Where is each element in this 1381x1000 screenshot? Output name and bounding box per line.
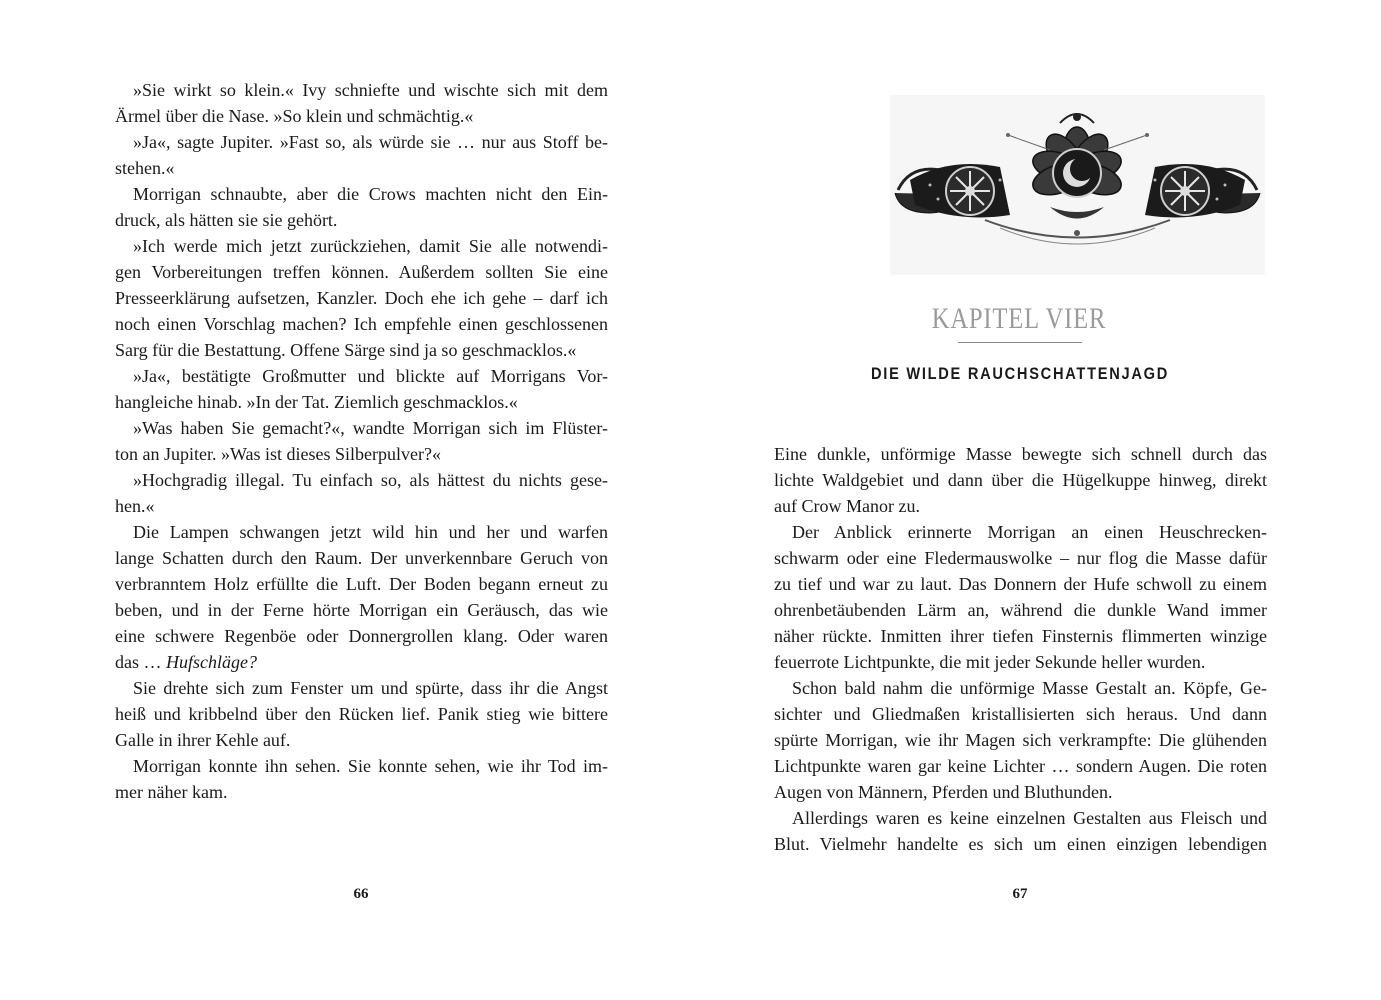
ornate-moon-flower-ornament-icon xyxy=(890,95,1265,275)
text-line: mer näher kam. xyxy=(115,782,228,802)
text-line: ohrenbetäubenden Lärm an, während die dunkle Wand immer xyxy=(774,600,1267,620)
left-page xyxy=(0,0,690,1000)
chapter-ornament xyxy=(890,95,1265,275)
page-number: 67 xyxy=(1012,886,1028,902)
text-line-with-italic xyxy=(115,649,608,675)
text-line: Augen von Männern, Pferden und Bluthunden. xyxy=(774,782,1113,802)
page-number: 66 xyxy=(353,886,369,902)
text-line: »Ja«, bestätigte Großmutter und blickte auf Morrigans Vor- xyxy=(133,366,608,386)
text-line: Presseerklärung aufsetzen, Kanzler. Doch ehe ich gehe – darf ich xyxy=(115,288,608,308)
chapter-label: KAPITEL VIER xyxy=(931,302,1107,335)
text-line: »Ja«, sagte Jupiter. »Fast so, als würde sie … nur aus Stoff be- xyxy=(133,132,608,152)
text-fragment: das … xyxy=(115,652,166,672)
text-line: Galle in ihrer Kehle auf. xyxy=(115,730,291,750)
text-line: eine schwere Regenböe oder Donnergrollen klang. Oder waren xyxy=(115,626,608,646)
text-line: heiß und kribbelnd über den Rücken lief. Panik stieg wie bittere xyxy=(115,704,608,724)
text-line: Eine dunkle, unförmige Masse bewegte sich schnell durch das xyxy=(774,444,1267,464)
text-line: ton an Jupiter. »Was ist dieses Silberpulver?« xyxy=(115,444,441,464)
text-line: noch einen Vorschlag machen? Ich empfehle einen geschlossenen xyxy=(115,314,608,334)
text-line: Ärmel über die Nase. »So klein und schmächtig.« xyxy=(115,106,474,126)
text-line: spürte Morrigan, wie ihr Magen sich verkrampfte: Die glühenden xyxy=(774,730,1267,750)
text-line: »Ich werde mich jetzt zurückziehen, damit Sie alle notwendi- xyxy=(133,236,608,256)
text-line: Morrigan schnaubte, aber die Crows machten nicht den Ein- xyxy=(133,184,608,204)
text-line: beben, und in der Ferne hörte Morrigan ein Geräusch, das wie xyxy=(115,600,608,620)
text-line: Der Anblick erinnerte Morrigan an einen Heuschrecken- xyxy=(792,522,1267,542)
text-line: näher rückte. Inmitten ihrer tiefen Finsternis flimmerten winzige xyxy=(774,626,1267,646)
chapter-divider xyxy=(958,342,1082,343)
text-line: feuerrote Lichtpunkte, die mit jeder Sekunde heller wurden. xyxy=(774,652,1206,672)
right-page xyxy=(690,0,1381,1000)
text-line: »Hochgradig illegal. Tu einfach so, als hättest du nichts gese- xyxy=(133,470,608,490)
text-line: lichte Waldgebiet und dann über die Hügelkuppe hinweg, direkt xyxy=(774,470,1267,490)
text-line: Allerdings waren es keine einzelnen Gestalten aus Fleisch und xyxy=(792,808,1267,828)
text-line: Lichtpunkte waren gar keine Lichter … sondern Augen. Die roten xyxy=(774,756,1267,776)
text-line: Blut. Vielmehr handelte es sich um einen einzigen lebendigen xyxy=(774,834,1267,854)
italic-fragment: Hufschläge? xyxy=(166,652,257,672)
text-line: sichter und Gliedmaßen kristallisierten sich heraus. Und dann xyxy=(774,704,1267,724)
text-line: auf Crow Manor zu. xyxy=(774,496,920,516)
text-line: Schon bald nahm die unförmige Masse Gestalt an. Köpfe, Ge- xyxy=(792,678,1267,698)
text-line: »Sie wirkt so klein.« Ivy schniefte und wischte sich mit dem xyxy=(133,80,608,100)
text-line: verbranntem Holz erfüllte die Luft. Der Boden begann erneut zu xyxy=(115,574,608,594)
right-page-text xyxy=(774,441,1267,857)
left-page-text xyxy=(115,77,608,805)
text-line: Sie drehte sich zum Fenster um und spürte, dass ihr die Angst xyxy=(133,678,608,698)
text-line: druck, als hätten sie sie gehört. xyxy=(115,210,338,230)
text-line: »Was haben Sie gemacht?«, wandte Morrigan sich im Flüster- xyxy=(133,418,608,438)
text-line: Die Lampen schwangen jetzt wild hin und her und warfen xyxy=(133,522,608,542)
text-line: Sarg für die Bestattung. Offene Särge sind ja so geschmacklos.« xyxy=(115,340,577,360)
text-line: stehen.« xyxy=(115,158,175,178)
text-line: hen.« xyxy=(115,496,155,516)
text-line: schwarm oder eine Fledermauswolke – nur flog die Masse dafür xyxy=(774,548,1267,568)
text-line: Morrigan konnte ihn sehen. Sie konnte sehen, wie ihr Tod im- xyxy=(133,756,608,776)
chapter-title: DIE WILDE RAUCHSCHATTENJAGD xyxy=(871,364,1169,383)
text-line: gen Vorbereitungen treffen können. Außerdem sollten Sie eine xyxy=(115,262,608,282)
text-line: lange Schatten durch den Raum. Der unverkennbare Geruch von xyxy=(115,548,608,568)
text-line: zu tief und war zu laut. Das Donnern der Hufe schwoll zu einem xyxy=(774,574,1267,594)
text-line: hangleiche hinab. »In der Tat. Ziemlich geschmacklos.« xyxy=(115,392,518,412)
